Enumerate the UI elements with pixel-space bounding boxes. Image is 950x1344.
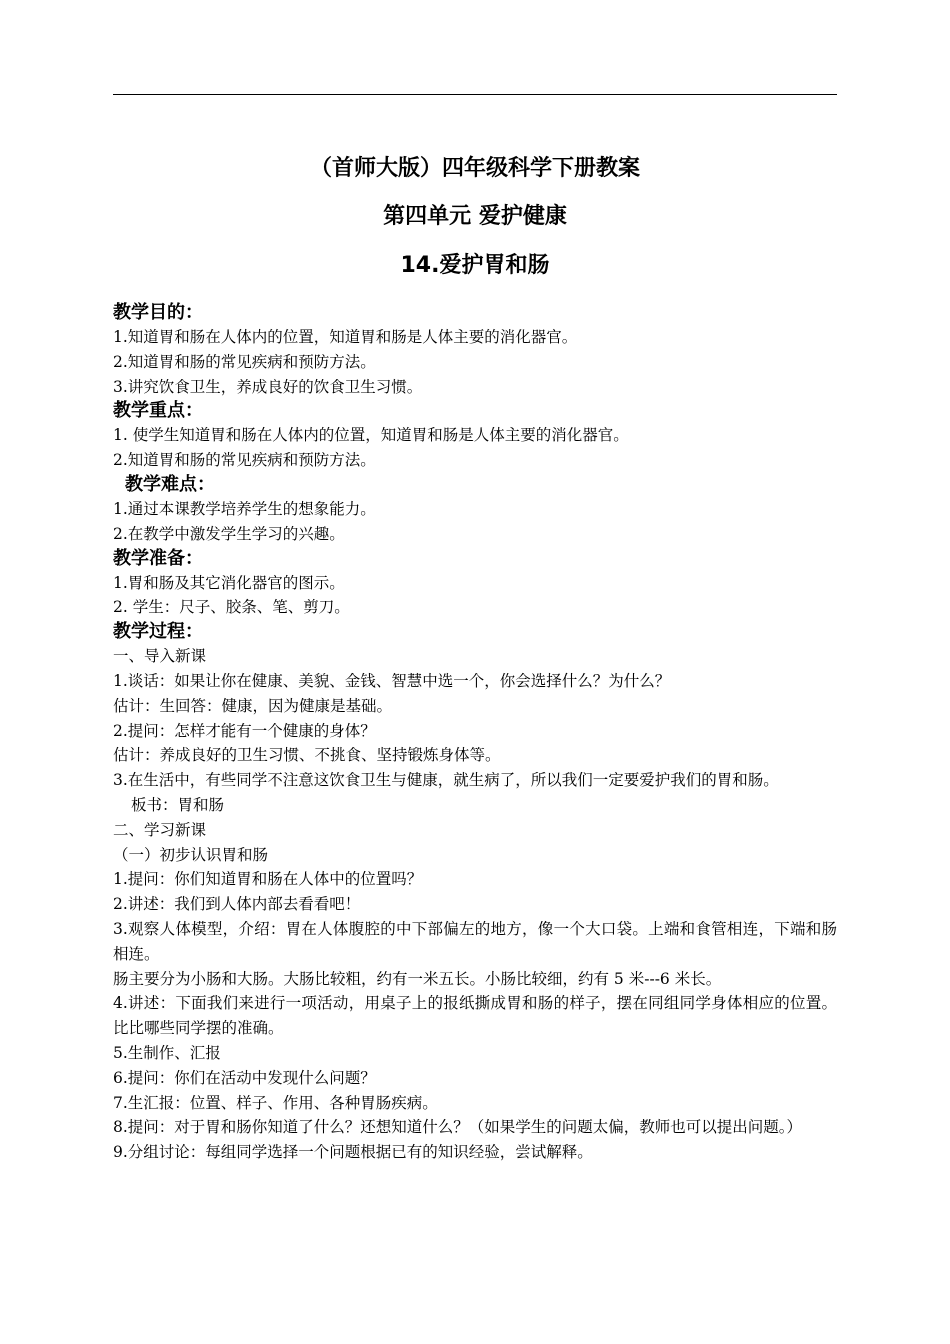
objective-item: 3.讲究饮食卫生，养成良好的饮食卫生习惯。 — [113, 377, 423, 396]
preparation-heading: 教学准备： — [113, 547, 203, 569]
difficulty-item: 1.通过本课教学培养学生的想象能力。 — [113, 499, 376, 518]
process-line: 2.提问：怎样才能有一个健康的身体？ — [113, 721, 376, 740]
process-line: 估计：养成良好的卫生习惯、不挑食、坚持锻炼身体等。 — [113, 746, 501, 765]
key-point-item: 2.知道胃和肠的常见疾病和预防方法。 — [113, 451, 376, 470]
process-paragraph: 4.讲述：下面我们来进行一项活动，用桌子上的报纸撕成胃和肠的样子，摆在同组同学身体相应的位置。比比哪些同学摆的准确。 — [113, 994, 837, 1038]
preparation-item: 2. 学生：尺子、胶条、笔、剪刀。 — [113, 598, 350, 617]
objectives-heading: 教学目的： — [113, 302, 203, 323]
lesson-body — [113, 301, 837, 1165]
process-line: （一）初步认识胃和肠 — [113, 845, 269, 864]
process-paragraph: 3.观察人体模型，介绍：胃在人体腹腔的中下部偏左的地方，像一个大口袋。上端和食管相连，下端和肠相连。 — [113, 919, 837, 963]
doc-title: （首师大版）四年级科学下册教案 — [309, 156, 640, 181]
process-paragraph: 8.提问：对于胃和肠你知道了什么？还想知道什么？（如果学生的问题太偏，教师也可以提出问题。） — [113, 1118, 803, 1137]
process-line: 1.提问：你们知道胃和肠在人体中的位置吗？ — [113, 870, 423, 889]
objective-item: 1.知道胃和肠在人体内的位置，知道胃和肠是人体主要的消化器官。 — [113, 328, 578, 346]
preparation-item: 1.胃和肠及其它消化器官的图示。 — [113, 573, 345, 592]
process-line: 7.生汇报：位置、样子、作用、各种胃肠疾病。 — [113, 1093, 438, 1112]
objective-item: 2.知道胃和肠的常见疾病和预防方法。 — [113, 352, 376, 371]
process-line: 1.谈话：如果让你在健康、美貌、金钱、智慧中选一个，你会选择什么？为什么？ — [113, 671, 671, 690]
title-block — [113, 156, 837, 279]
process-heading: 教学过程： — [113, 621, 203, 643]
difficulty-item: 2.在教学中激发学生学习的兴趣。 — [113, 524, 345, 543]
process-line: 二、学习新课 — [113, 820, 207, 839]
lesson-title: 14.爱护胃和肠 — [400, 253, 550, 278]
key-point-item: 1. 使学生知道胃和肠在人体内的位置，知道胃和肠是人体主要的消化器官。 — [113, 426, 629, 445]
key-points-heading: 教学重点： — [113, 400, 203, 422]
process-paragraph: 3.在生活中，有些同学不注意这饮食卫生与健康，就生病了，所以我们一定要爱护我们的胃和肠。 — [113, 771, 779, 790]
process-line: 6.提问：你们在活动中发现什么问题？ — [113, 1068, 376, 1087]
process-line: 估计：生回答：健康，因为健康是基础。 — [113, 696, 393, 715]
process-line: 一、导入新课 — [113, 647, 207, 666]
header-rule — [113, 94, 837, 95]
unit-title: 第四单元 爱护健康 — [383, 204, 567, 229]
difficulties-heading: 教学难点： — [125, 473, 215, 495]
process-line: 9.分组讨论：每组同学选择一个问题根据已有的知识经验，尝试解释。 — [113, 1143, 593, 1162]
process-line: 2.讲述：我们到人体内部去看看吧！ — [113, 895, 361, 914]
process-line: 肠主要分为小肠和大肠。大肠比较粗，约有一米五长。小肠比较细，约有 5 米---6 米长。 — [113, 969, 722, 988]
process-line: 5.生制作、汇报 — [113, 1043, 221, 1062]
blackboard-note: 板书：胃和肠 — [131, 795, 225, 814]
